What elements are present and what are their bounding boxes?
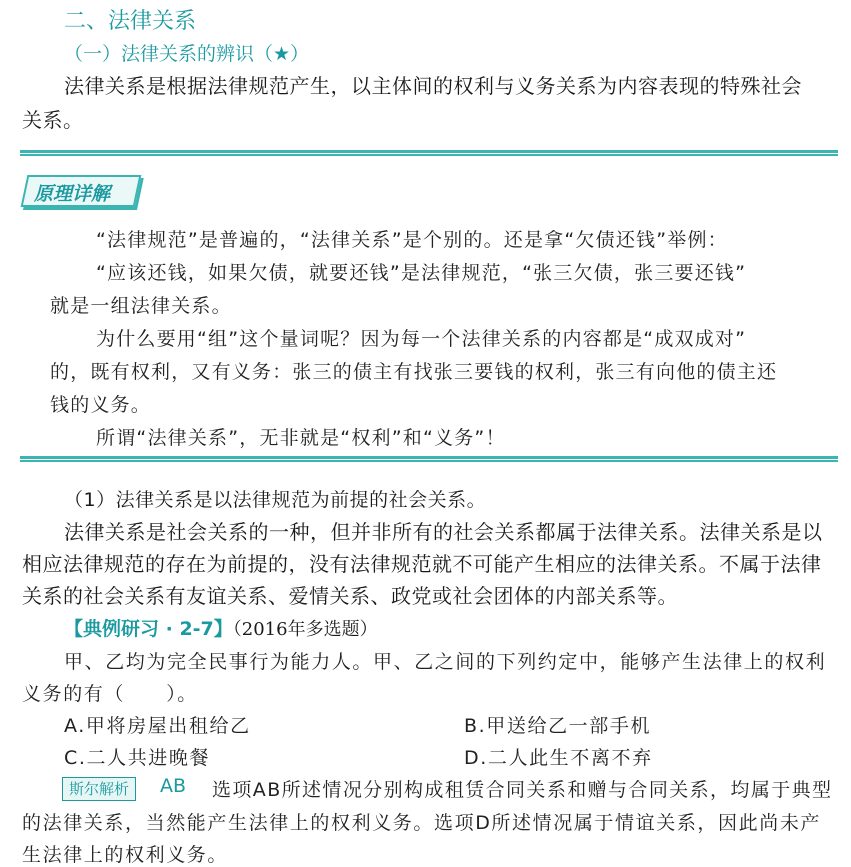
principle-line-6: 钱的义务。 (50, 394, 152, 416)
principle-line-2: “应该还钱，如果欠债，就要还钱”是法律规范，“张三欠债，张三要还钱” (96, 262, 747, 284)
answer-key: AB (160, 775, 187, 797)
principle-line-4: 为什么要用“组”这个量词呢？因为每一个法律关系的内容都是“成双成对” (96, 328, 747, 350)
analysis-badge: 斯尔解析 (62, 777, 136, 801)
principle-badge-label: 原理详解 (34, 183, 111, 205)
definition-line-2: 关系。 (22, 108, 84, 132)
analysis-line-1: 选项AB所述情况分别构成租赁合同关系和赠与合同关系，均属于典型 (212, 779, 833, 801)
principle-bottom-rule (20, 456, 838, 462)
option-b: B.甲送给乙一部手机 (464, 715, 652, 737)
analysis-line-2: 的法律关系，当然能产生法律上的权利义务。选项D所述情况属于情谊关系，因此尚未产 (22, 812, 822, 834)
case-question-line-2: 义务的有（ ）。 (22, 683, 198, 705)
case-label: 【典例研习 · 2-7】 (64, 618, 233, 640)
principle-line-5: 的，既有权利，又有义务：张三的债主有找张三要钱的权利，张三有向他的债主还 (50, 361, 778, 383)
case-header (64, 614, 378, 641)
point1-line-2: 相应法律规范的存在为前提的，没有法律规范就不可能产生相应的法律关系。不属于法律 (22, 552, 822, 576)
option-a: A.甲将房屋出租给乙 (64, 715, 251, 737)
section-title: 二、法律关系 (64, 9, 197, 34)
subsection-title: （一）法律关系的辨识（★） (64, 43, 310, 65)
principle-line-3: 就是一组法律关系。 (50, 295, 232, 317)
principle-line-7: 所谓“法律关系”，无非就是“权利”和“义务”！ (96, 427, 506, 449)
case-question-line-1: 甲、乙均为完全民事行为能力人。甲、乙之间的下列约定中，能够产生法律上的权利 (64, 651, 827, 673)
option-c: C.二人共进晚餐 (64, 747, 211, 769)
definition-line-1: 法律关系是根据法律规范产生，以主体间的权利与义务关系为内容表现的特殊社会 (64, 74, 802, 98)
point1-line-3: 关系的社会关系有友谊关系、爱情关系、政党或社会团体的内部关系等。 (22, 584, 678, 608)
option-d: D.二人此生不离不弃 (464, 747, 653, 769)
point1-line-1: 法律关系是社会关系的一种，但并非所有的社会关系都属于法律关系。法律关系是以 (64, 520, 823, 544)
principle-line-1: “法律规范”是普遍的，“法律关系”是个别的。还是拿“欠债还钱”举例： (96, 229, 728, 251)
analysis-line-3: 生法律上的权利义务。 (22, 844, 229, 866)
case-source: （2016年多选题） (232, 619, 378, 640)
point1-title: （1）法律关系是以法律规范为前提的社会关系。 (64, 489, 487, 511)
principle-top-rule (20, 150, 838, 156)
